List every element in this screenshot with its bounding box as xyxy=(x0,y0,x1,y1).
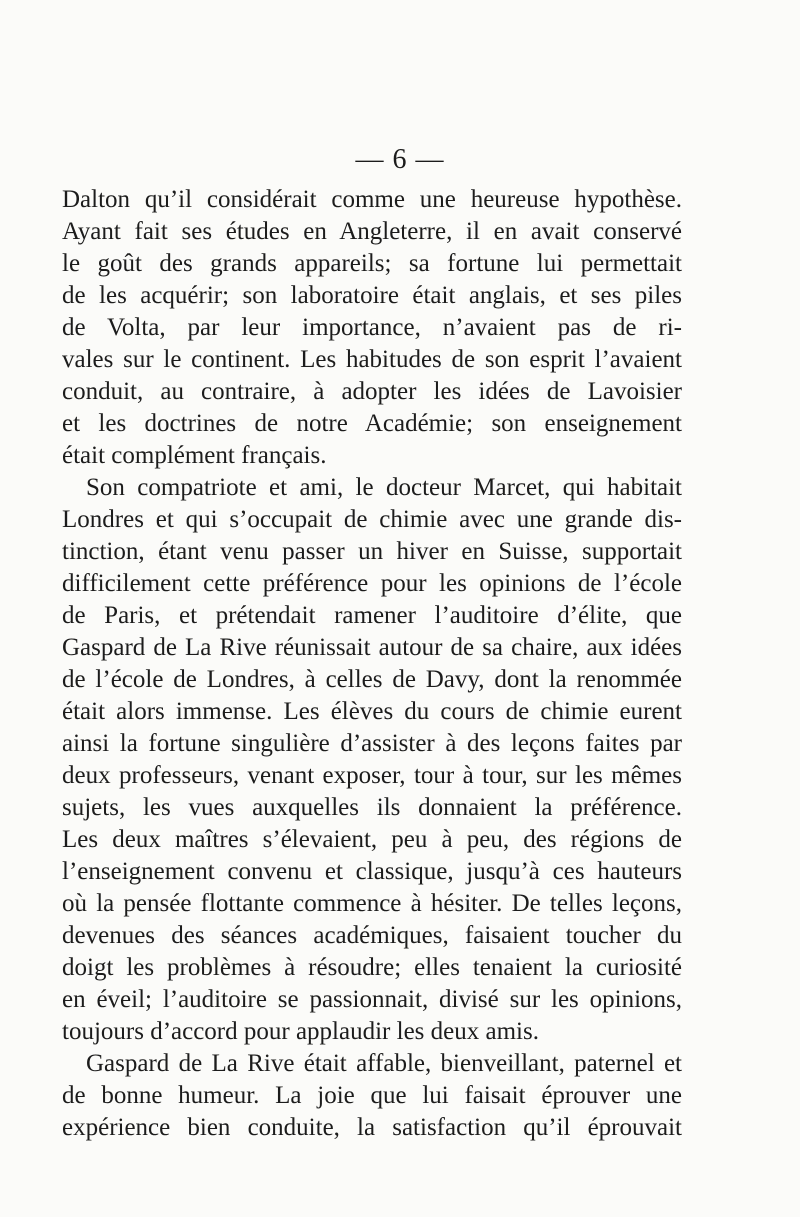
text-line: difficilement cette préférence pour les opinions de l’école xyxy=(62,570,682,597)
text-line: toujours d’accord pour applaudir les deux amis. xyxy=(62,1018,539,1045)
text-line: où la pensée flottante commence à hésiter. De telles leçons, xyxy=(62,890,682,917)
text-line: le goût des grands appareils; sa fortune lui permettait xyxy=(62,250,682,277)
text-line: de Paris, et prétendait ramener l’auditoire d’élite, que xyxy=(62,602,682,629)
text-line: en éveil; l’auditoire se passionnait, divisé sur les opinions, xyxy=(62,986,682,1013)
text-line: l’enseignement convenu et classique, jusqu’à ces hauteurs xyxy=(62,858,682,885)
text-line: Ayant fait ses études en Angleterre, il en avait conservé xyxy=(62,218,682,245)
text-line: de Volta, par leur importance, n’avaient pas de ri- xyxy=(62,314,682,341)
page-number: — 6 — xyxy=(355,144,445,175)
text-line: tinction, étant venu passer un hiver en Suisse, supportait xyxy=(62,538,682,565)
text-line: devenues des séances académiques, faisaient toucher du xyxy=(62,922,682,949)
text-line: expérience bien conduite, la satisfaction qu’il éprouvait xyxy=(62,1114,682,1141)
text-line: et les doctrines de notre Académie; son enseignement xyxy=(62,410,682,437)
text-line: vales sur le continent. Les habitudes de son esprit l’avaient xyxy=(62,346,682,373)
text-line: sujets, les vues auxquelles ils donnaient la préférence. xyxy=(62,794,682,821)
text-line: deux professeurs, venant exposer, tour à tour, sur les mêmes xyxy=(62,762,682,789)
text-line: Londres et qui s’occupait de chimie avec une grande dis- xyxy=(62,506,682,533)
body-text xyxy=(62,184,682,1144)
text-line: Gaspard de La Rive réunissait autour de sa chaire, aux idées xyxy=(62,634,682,661)
text-line: Gaspard de La Rive était affable, bienveillant, paternel et xyxy=(86,1050,682,1077)
text-line: de bonne humeur. La joie que lui faisait éprouver une xyxy=(62,1082,682,1109)
text-line: conduit, au contraire, à adopter les idées de Lavoisier xyxy=(62,378,682,405)
text-line: était alors immense. Les élèves du cours de chimie eurent xyxy=(62,698,682,725)
text-line: doigt les problèmes à résoudre; elles tenaient la curiosité xyxy=(62,954,682,981)
text-line: de les acquérir; son laboratoire était anglais, et ses piles xyxy=(62,282,682,309)
text-line: Son compatriote et ami, le docteur Marcet, qui habitait xyxy=(86,474,682,501)
text-line: de l’école de Londres, à celles de Davy, dont la renommée xyxy=(62,666,682,693)
text-line: Dalton qu’il considérait comme une heureuse hypothèse. xyxy=(62,186,682,213)
text-line: Les deux maîtres s’élevaient, peu à peu, des régions de xyxy=(62,826,682,853)
text-line: était complément français. xyxy=(62,442,327,469)
text-line: ainsi la fortune singulière d’assister à des leçons faites par xyxy=(62,730,682,757)
